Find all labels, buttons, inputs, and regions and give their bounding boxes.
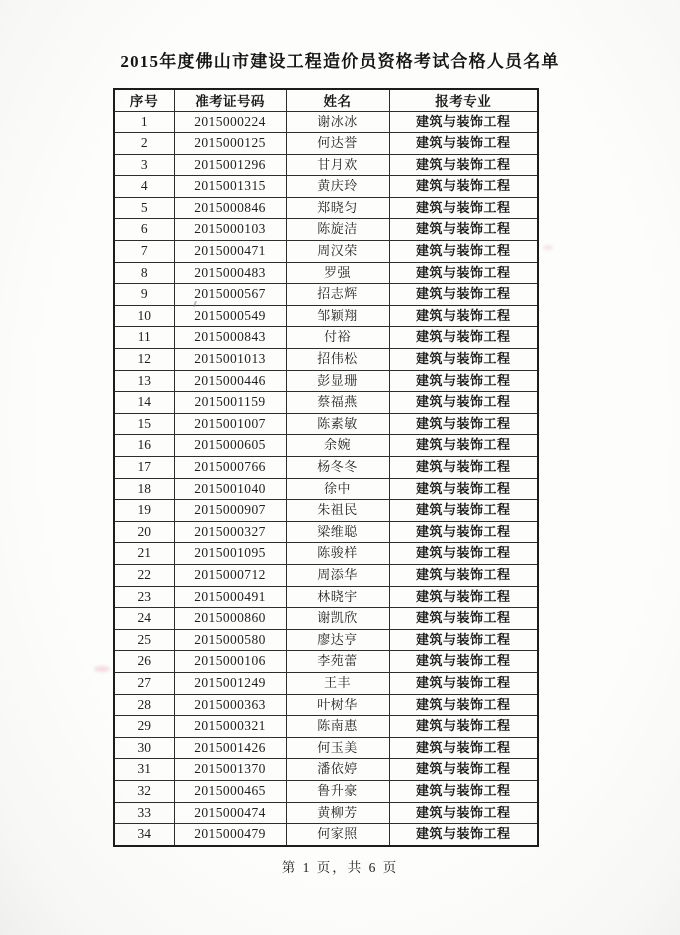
cell-major: 建筑与装饰工程 — [389, 651, 538, 673]
cell-serial: 22 — [114, 564, 174, 586]
cell-name: 杨冬冬 — [286, 457, 389, 479]
table-row — [114, 154, 538, 176]
cell-name: 罗强 — [286, 262, 389, 284]
cell-major: 建筑与装饰工程 — [389, 284, 538, 306]
cell-serial: 3 — [114, 154, 174, 176]
cell-name: 周添华 — [286, 564, 389, 586]
table-row — [114, 564, 538, 586]
cell-name: 招伟松 — [286, 349, 389, 371]
cell-serial: 13 — [114, 370, 174, 392]
table-row — [114, 241, 538, 263]
cell-major: 建筑与装饰工程 — [389, 133, 538, 155]
cell-major: 建筑与装饰工程 — [389, 608, 538, 630]
table-row — [114, 802, 538, 824]
cell-name: 付裕 — [286, 327, 389, 349]
table-row — [114, 629, 538, 651]
roster-table — [113, 88, 539, 847]
cell-serial: 2 — [114, 133, 174, 155]
cell-serial: 33 — [114, 802, 174, 824]
cell-ticket: 2015001296 — [174, 154, 286, 176]
cell-major: 建筑与装饰工程 — [389, 413, 538, 435]
table-row — [114, 586, 538, 608]
cell-major: 建筑与装饰工程 — [389, 327, 538, 349]
cell-ticket: 2015000103 — [174, 219, 286, 241]
cell-name: 叶树华 — [286, 694, 389, 716]
column-header-serial: 序号 — [114, 89, 174, 111]
cell-name: 郑晓匀 — [286, 197, 389, 219]
cell-ticket: 2015000860 — [174, 608, 286, 630]
cell-name: 陈南惠 — [286, 716, 389, 738]
cell-ticket: 2015000549 — [174, 305, 286, 327]
table-row — [114, 780, 538, 802]
cell-ticket: 2015000766 — [174, 457, 286, 479]
table-body — [114, 111, 538, 846]
cell-ticket: 2015001095 — [174, 543, 286, 565]
cell-major: 建筑与装饰工程 — [389, 780, 538, 802]
table-row — [114, 543, 538, 565]
cell-serial: 26 — [114, 651, 174, 673]
table-row — [114, 262, 538, 284]
cell-major: 建筑与装饰工程 — [389, 564, 538, 586]
column-header-name: 姓名 — [286, 89, 389, 111]
cell-major: 建筑与装饰工程 — [389, 435, 538, 457]
table-row — [114, 759, 538, 781]
cell-serial: 21 — [114, 543, 174, 565]
cell-ticket: 2015000474 — [174, 802, 286, 824]
cell-major: 建筑与装饰工程 — [389, 586, 538, 608]
table-row — [114, 694, 538, 716]
cell-ticket: 2015001040 — [174, 478, 286, 500]
cell-serial: 18 — [114, 478, 174, 500]
cell-name: 陈素敏 — [286, 413, 389, 435]
cell-serial: 34 — [114, 824, 174, 846]
cell-ticket: 2015001370 — [174, 759, 286, 781]
table-row — [114, 521, 538, 543]
cell-name: 陈旋洁 — [286, 219, 389, 241]
cell-major: 建筑与装饰工程 — [389, 716, 538, 738]
cell-serial: 20 — [114, 521, 174, 543]
table-row — [114, 197, 538, 219]
cell-ticket: 2015000712 — [174, 564, 286, 586]
page-number: 第 1 页，共 6 页 — [281, 859, 399, 875]
cell-name: 余婉 — [286, 435, 389, 457]
header-row — [114, 89, 538, 111]
cell-ticket: 2015001013 — [174, 349, 286, 371]
cell-name: 王丰 — [286, 672, 389, 694]
cell-ticket: 2015000580 — [174, 629, 286, 651]
table-row — [114, 219, 538, 241]
table-row — [114, 349, 538, 371]
cell-name: 梁维聪 — [286, 521, 389, 543]
cell-ticket: 2015000479 — [174, 824, 286, 846]
cell-name: 谢凯欣 — [286, 608, 389, 630]
cell-name: 邹颖翔 — [286, 305, 389, 327]
cell-major: 建筑与装饰工程 — [389, 543, 538, 565]
table-row — [114, 500, 538, 522]
cell-major: 建筑与装饰工程 — [389, 500, 538, 522]
table-row — [114, 608, 538, 630]
cell-serial: 16 — [114, 435, 174, 457]
scan-smudge — [543, 245, 553, 250]
table-row — [114, 457, 538, 479]
table-row — [114, 413, 538, 435]
cell-major: 建筑与装饰工程 — [389, 802, 538, 824]
cell-ticket: 2015000125 — [174, 133, 286, 155]
cell-name: 黄柳芳 — [286, 802, 389, 824]
cell-serial: 23 — [114, 586, 174, 608]
cell-major: 建筑与装饰工程 — [389, 219, 538, 241]
table-row — [114, 176, 538, 198]
cell-serial: 27 — [114, 672, 174, 694]
document-title: 2015年度佛山市建设工程造价员资格考试合格人员名单 — [120, 52, 560, 71]
table-row — [114, 133, 538, 155]
cell-serial: 6 — [114, 219, 174, 241]
cell-name: 廖达亨 — [286, 629, 389, 651]
cell-serial: 8 — [114, 262, 174, 284]
cell-ticket: 2015000106 — [174, 651, 286, 673]
cell-ticket: 2015000321 — [174, 716, 286, 738]
cell-serial: 19 — [114, 500, 174, 522]
cell-name: 林晓宇 — [286, 586, 389, 608]
cell-name: 鲁升豪 — [286, 780, 389, 802]
cell-ticket: 2015001249 — [174, 672, 286, 694]
cell-major: 建筑与装饰工程 — [389, 241, 538, 263]
cell-ticket: 2015000846 — [174, 197, 286, 219]
table-row — [114, 672, 538, 694]
cell-ticket: 2015000224 — [174, 111, 286, 133]
cell-major: 建筑与装饰工程 — [389, 521, 538, 543]
cell-serial: 25 — [114, 629, 174, 651]
cell-major: 建筑与装饰工程 — [389, 478, 538, 500]
cell-ticket: 2015001426 — [174, 737, 286, 759]
cell-serial: 32 — [114, 780, 174, 802]
cell-name: 招志辉 — [286, 284, 389, 306]
cell-serial: 10 — [114, 305, 174, 327]
table-header — [114, 89, 538, 111]
cell-name: 何达誉 — [286, 133, 389, 155]
cell-serial: 11 — [114, 327, 174, 349]
cell-name: 潘依婷 — [286, 759, 389, 781]
cell-ticket: 2015000483 — [174, 262, 286, 284]
cell-name: 蔡福燕 — [286, 392, 389, 414]
cell-ticket: 2015000446 — [174, 370, 286, 392]
cell-name: 黄庆玲 — [286, 176, 389, 198]
cell-serial: 24 — [114, 608, 174, 630]
cell-name: 何家照 — [286, 824, 389, 846]
table-row — [114, 111, 538, 133]
table-row — [114, 824, 538, 846]
scan-smudge — [94, 666, 110, 672]
table-row — [114, 651, 538, 673]
cell-major: 建筑与装饰工程 — [389, 392, 538, 414]
cell-ticket: 2015000471 — [174, 241, 286, 263]
cell-name: 朱祖民 — [286, 500, 389, 522]
table-row — [114, 716, 538, 738]
cell-ticket: 2015001159 — [174, 392, 286, 414]
cell-ticket: 2015000327 — [174, 521, 286, 543]
cell-major: 建筑与装饰工程 — [389, 824, 538, 846]
cell-major: 建筑与装饰工程 — [389, 197, 538, 219]
cell-ticket: 2015000605 — [174, 435, 286, 457]
cell-major: 建筑与装饰工程 — [389, 737, 538, 759]
table-row — [114, 370, 538, 392]
cell-serial: 9 — [114, 284, 174, 306]
cell-ticket: 2015000491 — [174, 586, 286, 608]
cell-serial: 4 — [114, 176, 174, 198]
cell-ticket: 2015000363 — [174, 694, 286, 716]
cell-name: 陈骏样 — [286, 543, 389, 565]
cell-ticket: 2015000567 — [174, 284, 286, 306]
cell-serial: 5 — [114, 197, 174, 219]
cell-serial: 14 — [114, 392, 174, 414]
cell-major: 建筑与装饰工程 — [389, 349, 538, 371]
cell-ticket: 2015000907 — [174, 500, 286, 522]
table-row — [114, 327, 538, 349]
cell-name: 徐中 — [286, 478, 389, 500]
cell-ticket: 2015001315 — [174, 176, 286, 198]
table-row — [114, 435, 538, 457]
cell-serial: 31 — [114, 759, 174, 781]
cell-major: 建筑与装饰工程 — [389, 262, 538, 284]
cell-major: 建筑与装饰工程 — [389, 154, 538, 176]
cell-serial: 30 — [114, 737, 174, 759]
cell-major: 建筑与装饰工程 — [389, 111, 538, 133]
table-row — [114, 284, 538, 306]
cell-name: 李苑蕾 — [286, 651, 389, 673]
column-header-major: 报考专业 — [389, 89, 538, 111]
cell-major: 建筑与装饰工程 — [389, 457, 538, 479]
cell-ticket: 2015001007 — [174, 413, 286, 435]
cell-major: 建筑与装饰工程 — [389, 759, 538, 781]
cell-major: 建筑与装饰工程 — [389, 305, 538, 327]
cell-name: 谢冰冰 — [286, 111, 389, 133]
table-row — [114, 737, 538, 759]
cell-serial: 7 — [114, 241, 174, 263]
cell-major: 建筑与装饰工程 — [389, 694, 538, 716]
cell-ticket: 2015000465 — [174, 780, 286, 802]
cell-name: 甘月欢 — [286, 154, 389, 176]
cell-major: 建筑与装饰工程 — [389, 629, 538, 651]
cell-major: 建筑与装饰工程 — [389, 370, 538, 392]
table-row — [114, 305, 538, 327]
table-row — [114, 478, 538, 500]
cell-ticket: 2015000843 — [174, 327, 286, 349]
cell-serial: 17 — [114, 457, 174, 479]
cell-name: 彭显珊 — [286, 370, 389, 392]
cell-name: 周汉荣 — [286, 241, 389, 263]
cell-serial: 12 — [114, 349, 174, 371]
cell-serial: 15 — [114, 413, 174, 435]
cell-major: 建筑与装饰工程 — [389, 176, 538, 198]
cell-name: 何玉美 — [286, 737, 389, 759]
cell-major: 建筑与装饰工程 — [389, 672, 538, 694]
cell-serial: 1 — [114, 111, 174, 133]
column-header-ticket: 准考证号码 — [174, 89, 286, 111]
cell-serial: 29 — [114, 716, 174, 738]
cell-serial: 28 — [114, 694, 174, 716]
table-row — [114, 392, 538, 414]
